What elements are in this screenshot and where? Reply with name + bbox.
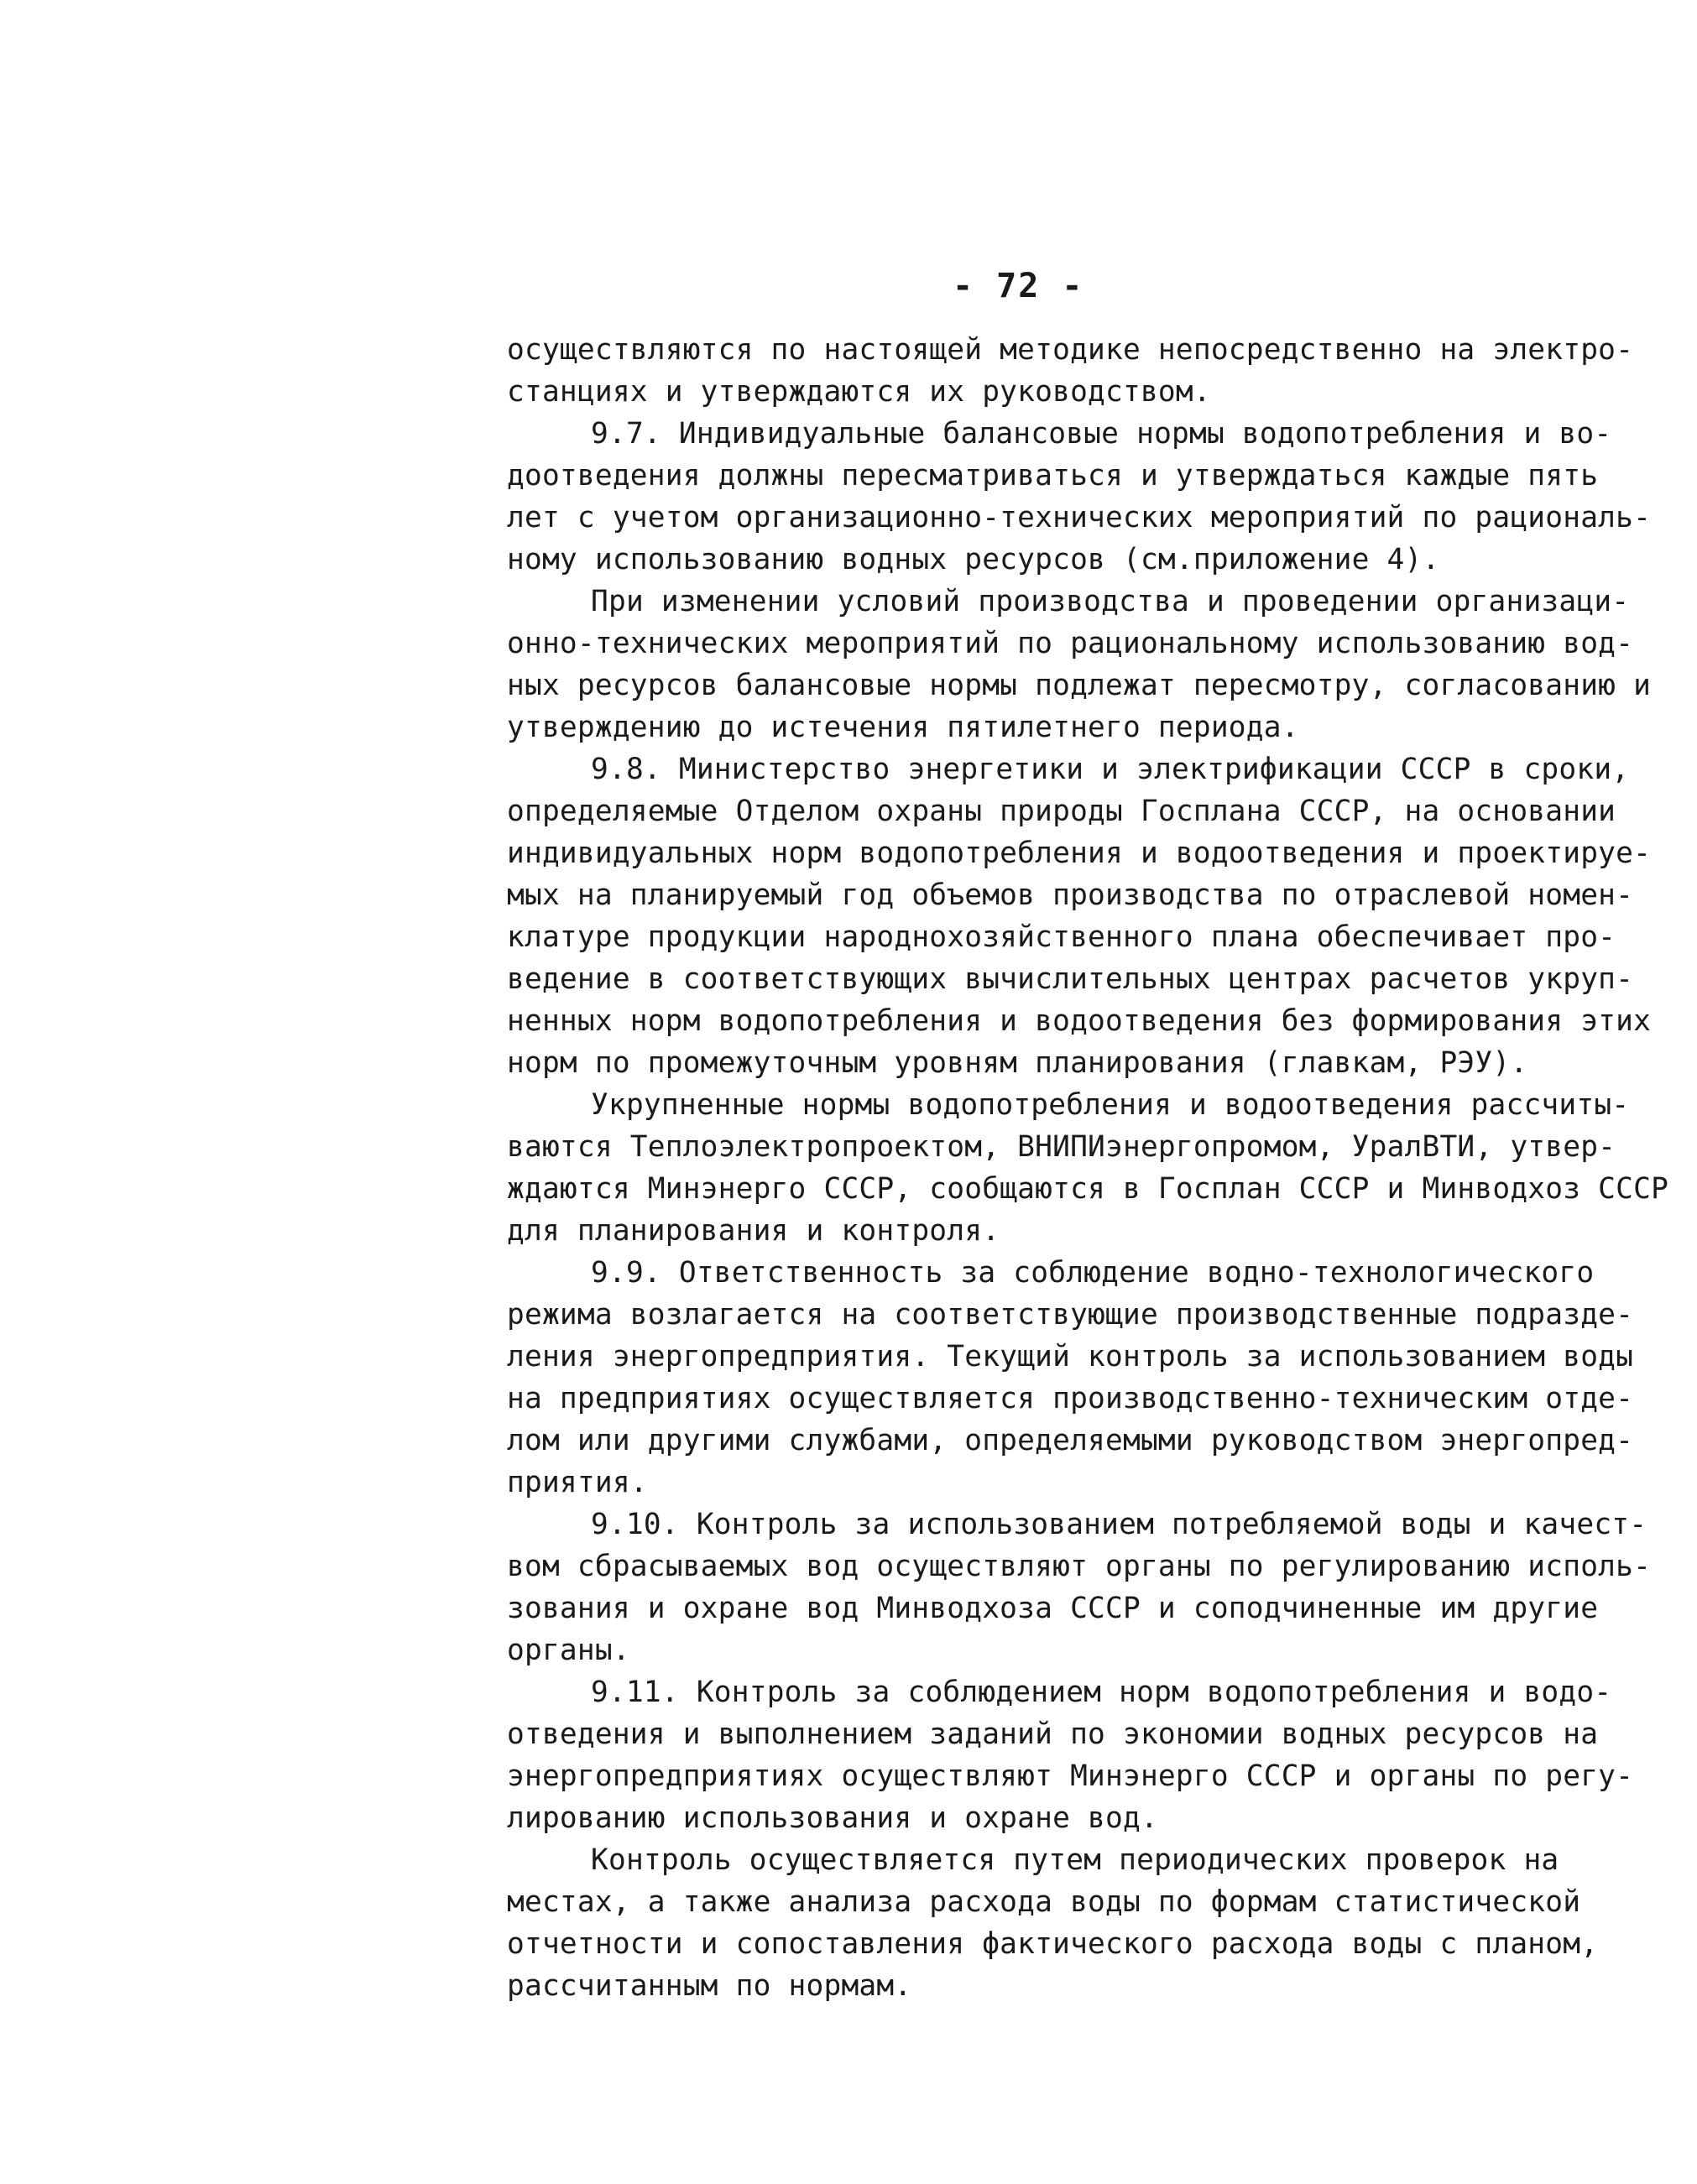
text-line: 9.9. Ответственность за соблюдение водно-технологического [591, 1256, 1595, 1290]
text-line: лет с учетом организационно-технических мероприятий по рациональ- [507, 501, 1652, 534]
text-line: ненных норм водопотребления и водоотведения без формирования этих [507, 1004, 1652, 1038]
text-line: лированию использования и охране вод. [507, 1801, 1158, 1835]
text-line: на предприятиях осуществляется производственно-техническим отде- [507, 1382, 1634, 1415]
text-line: 9.7. Индивидуальные балансовые нормы водопотребления и во- [591, 417, 1612, 451]
paragraph [507, 1504, 1652, 1671]
text-line: мых на планируемый год объемов производства по отраслевой номен- [507, 878, 1634, 912]
text-line: онно-технических мероприятий по рациональному использованию вод- [507, 627, 1634, 660]
paragraph [507, 1839, 1615, 2007]
paragraph [507, 748, 1652, 1084]
text-line: ведение в соответствующих вычислительных центрах расчетов укруп- [507, 962, 1634, 996]
text-line: ному использованию водных ресурсов (см.приложение 4). [507, 543, 1440, 576]
text-line: утверждению до истечения пятилетнего периода. [507, 711, 1299, 744]
text-line: энергопредприятиях осуществляют Минэнерго СССР и органы по регу- [507, 1759, 1634, 1793]
text-line: 9.10. Контроль за использованием потребляемой воды и качест- [591, 1508, 1647, 1541]
text-line: лом или другими службами, определяемыми руководством энергопред- [507, 1424, 1634, 1457]
text-line: Укрупненные нормы водопотребления и водоотведения рассчиты- [591, 1088, 1630, 1122]
paragraph [507, 413, 1652, 581]
text-line: При изменении условий производства и проведении организаци- [591, 585, 1630, 618]
text-line: Контроль осуществляется путем периодических проверок на [591, 1843, 1559, 1877]
text-line: рассчитанным по нормам. [507, 1969, 912, 2003]
paragraph [507, 581, 1652, 748]
page-number: - 72 - [953, 267, 1084, 305]
text-line: станциях и утверждаются их руководством. [507, 375, 1211, 409]
paragraph [507, 1671, 1634, 1839]
text-line: клатуре продукции народнохозяйственного плана обеспечивает про- [507, 920, 1616, 954]
text-line: ждаются Минэнерго СССР, сообщаются в Госплан СССР и Минводхоз СССР [507, 1172, 1669, 1206]
text-line: 9.8. Министерство энергетики и электрификации СССР в сроки, [591, 753, 1630, 786]
text-line: индивидуальных норм водопотребления и водоотведения и проектируе- [507, 837, 1652, 870]
paragraph [507, 1084, 1669, 1252]
text-line: ваются Теплоэлектропроектом, ВНИПИэнергопромом, УралВТИ, утвер- [507, 1130, 1616, 1164]
text-line: органы. [507, 1634, 630, 1667]
text-line: отчетности и сопоставления фактического расхода воды с планом, [507, 1927, 1599, 1961]
text-line: режима возлагается на соответствующие производственные подразде- [507, 1298, 1634, 1332]
text-line: осуществляются по настоящей методике непосредственно на электро- [507, 333, 1634, 367]
text-line: зования и охране вод Минводхоза СССР и соподчиненные им другие [507, 1592, 1599, 1625]
text-line: доотведения должны пересматриваться и утверждаться каждые пять [507, 459, 1599, 493]
body-text [507, 329, 1669, 2007]
paragraph [507, 1252, 1634, 1504]
text-line: ления энергопредприятия. Текущий контроль за использованием воды [507, 1340, 1634, 1373]
text-line: приятия. [507, 1466, 648, 1499]
text-line: определяемые Отделом охраны природы Госплана СССР, на основании [507, 795, 1616, 828]
text-line: отведения и выполнением заданий по экономии водных ресурсов на [507, 1717, 1599, 1751]
text-line: ных ресурсов балансовые нормы подлежат пересмотру, согласованию и [507, 669, 1652, 702]
paragraph [507, 329, 1634, 413]
text-line: норм по промежуточным уровням планирования (главкам, РЭУ). [507, 1046, 1528, 1080]
text-line: 9.11. Контроль за соблюдением норм водопотребления и водо- [591, 1676, 1612, 1709]
text-line: вом сбрасываемых вод осуществляют органы по регулированию исполь- [507, 1550, 1652, 1583]
text-line: для планирования и контроля. [507, 1214, 1000, 1248]
text-line: местах, а также анализа расхода воды по формам статистической [507, 1885, 1581, 1919]
